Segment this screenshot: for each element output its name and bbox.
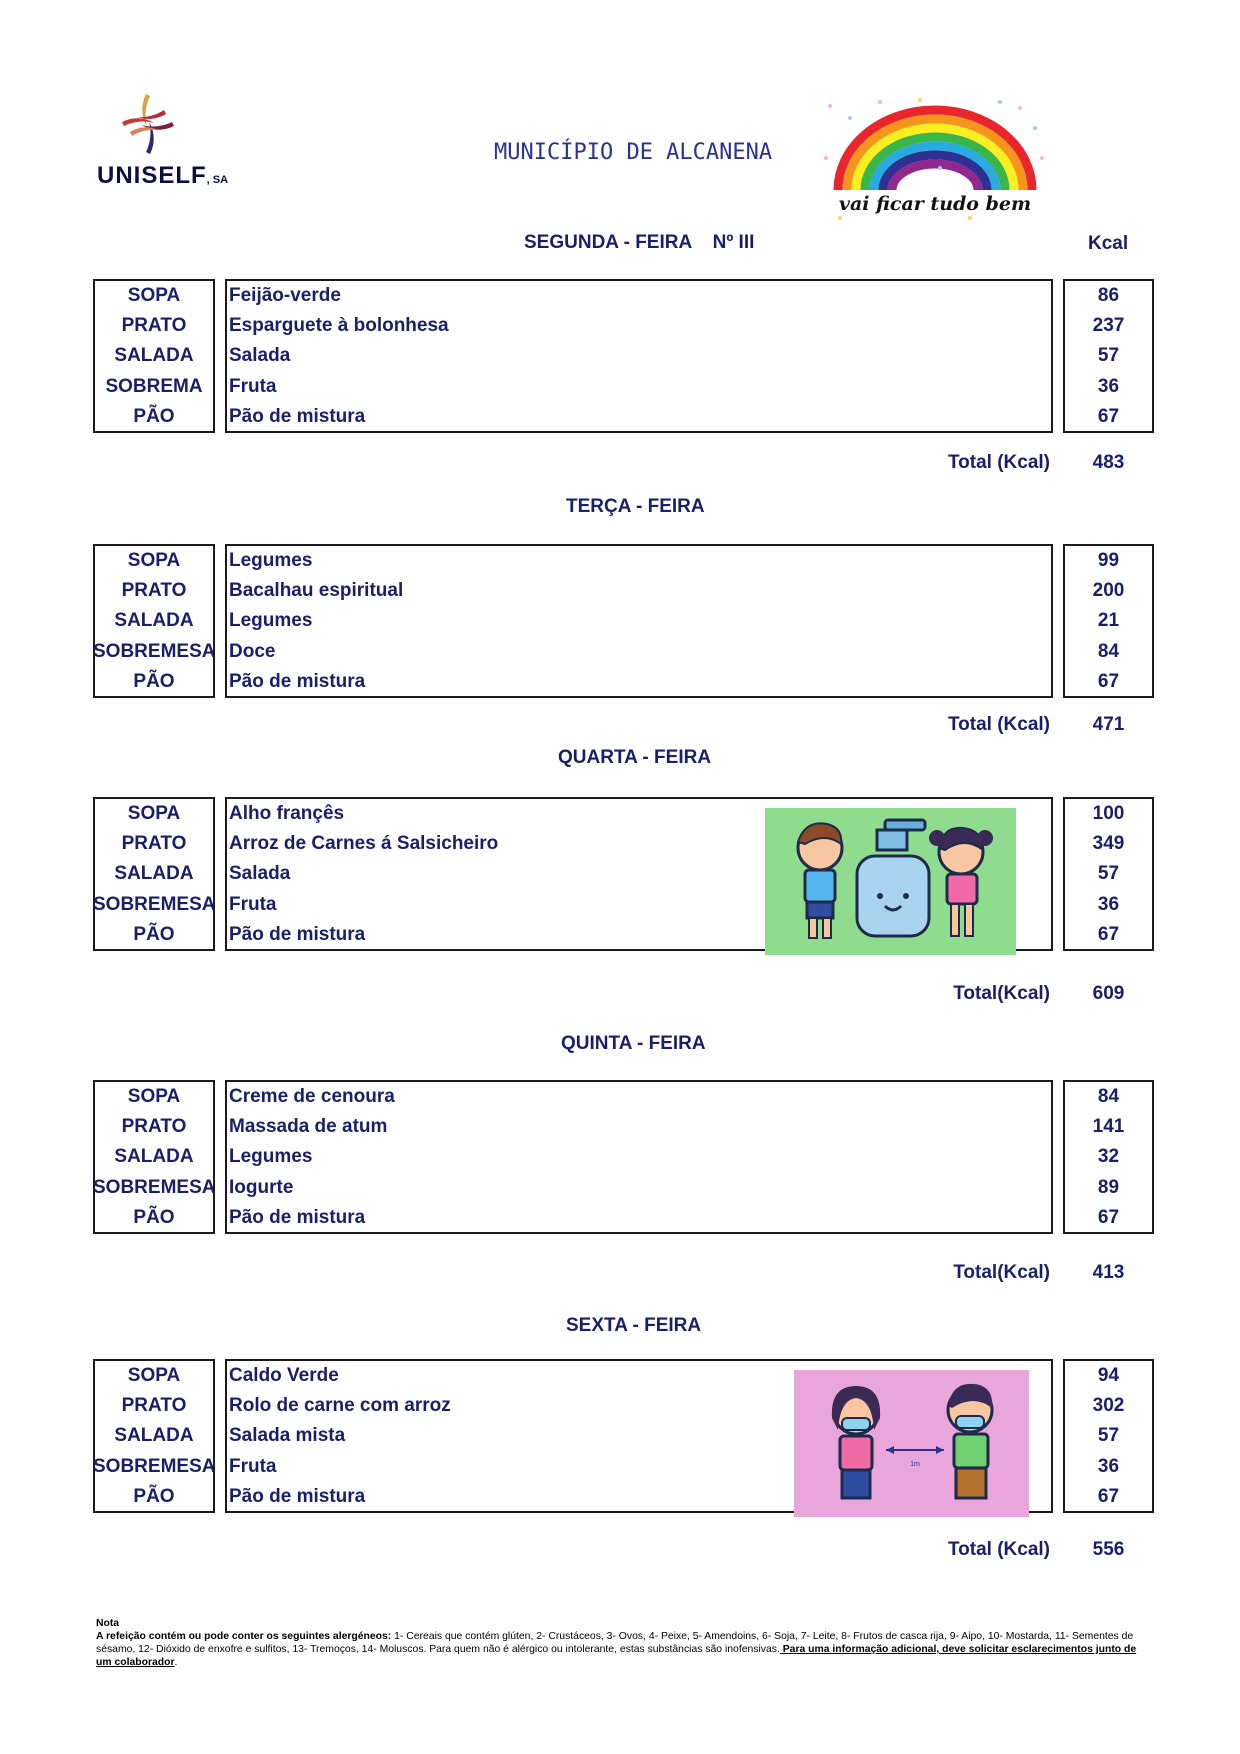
menu-kcal: 100	[1092, 803, 1125, 824]
day-title: TERÇA - FEIRA	[566, 496, 705, 517]
menu-category: SOPA	[127, 285, 181, 306]
menu-kcal: 86	[1097, 285, 1120, 306]
total-value: 609	[1092, 983, 1125, 1004]
total-value: 413	[1092, 1262, 1125, 1283]
menu-category: SOPA	[127, 1365, 181, 1386]
menu-category: SALADA	[114, 1425, 194, 1447]
total-value: 483	[1092, 452, 1125, 473]
menu-kcal: 57	[1097, 863, 1120, 885]
rainbow-caption: vai ficar tudo bem	[838, 193, 1032, 215]
menu-kcal: 67	[1097, 923, 1120, 945]
menu-category: SALADA	[114, 610, 194, 632]
menu-dish: Massada de atum	[229, 1116, 388, 1138]
day-title: QUARTA - FEIRA	[558, 747, 712, 768]
menu-kcal: 36	[1097, 375, 1120, 397]
menu-dish: Creme de cenoura	[229, 1086, 395, 1107]
menu-category: SOPA	[127, 803, 181, 824]
menu-kcal: 84	[1097, 640, 1120, 662]
uniself-logo-icon	[120, 92, 176, 156]
day-title: SEGUNDA - FEIRA Nº III	[524, 232, 755, 253]
menu-category: SOBREMA	[105, 375, 203, 397]
handwash-kids-illustration	[765, 808, 1016, 955]
total-value: 556	[1092, 1539, 1125, 1560]
menu-dish: Pão de mistura	[229, 670, 366, 692]
note-lead: A refeição contém ou pode conter os seguintes alergéneos:	[96, 1631, 392, 1642]
total-label: Total (Kcal)	[947, 452, 1050, 473]
menu-kcal: 67	[1097, 1485, 1120, 1507]
menu-kcal: 89	[1097, 1176, 1120, 1198]
menu-category: PRATO	[121, 1395, 187, 1417]
day-title: QUINTA - FEIRA	[561, 1033, 706, 1054]
day-title: SEXTA - FEIRA	[566, 1315, 702, 1336]
menu-dish: Legumes	[229, 610, 313, 632]
menu-dish: Legumes	[229, 550, 313, 571]
menu-category: SALADA	[114, 1146, 194, 1168]
kcal-column-header: Kcal	[1088, 233, 1129, 254]
menu-dish: Doce	[229, 640, 276, 662]
menu-dish: Legumes	[229, 1146, 313, 1168]
note-end: .	[174, 1657, 178, 1668]
menu-kcal: 36	[1097, 1455, 1120, 1477]
menu-category: PÃO	[133, 670, 175, 692]
total-label: Total(Kcal)	[953, 983, 1050, 1004]
menu-category: PRATO	[121, 833, 187, 855]
menu-dish: Salada	[229, 863, 291, 885]
menu-dish: Rolo de carne com arroz	[229, 1395, 451, 1417]
menu-kcal: 67	[1097, 670, 1120, 692]
menu-kcal: 237	[1092, 315, 1125, 337]
menu-dish: Pão de mistura	[229, 405, 366, 427]
menu-kcal: 67	[1097, 1206, 1120, 1228]
menu-kcal: 141	[1092, 1116, 1125, 1138]
menu-kcal: 67	[1097, 405, 1120, 427]
total-label: Total(Kcal)	[953, 1262, 1050, 1283]
menu-kcal: 84	[1097, 1086, 1120, 1107]
menu-dish: Bacalhau espiritual	[229, 580, 404, 602]
menu-category: PRATO	[121, 580, 187, 602]
menu-kcal: 57	[1097, 1425, 1120, 1447]
menu-dish: Caldo Verde	[229, 1365, 339, 1386]
menu-dish: Salada	[229, 345, 291, 367]
menu-dish: Fruta	[229, 893, 277, 915]
menu-category: SOPA	[127, 550, 181, 571]
municipality-title: MUNICÍPIO DE ALCANENA	[494, 140, 773, 165]
menu-category: PÃO	[133, 923, 175, 945]
note-body: 1- Cereais que contém glúten, 2- Crustáceos, 3- Ovos, 4- Peixe, 5- Amendoins, 6- Soja, 7- Leite, 8- Frutos de casca rija, 9- Aipo, 10- Mostarda, 11- Sementes de sésamo, 12- Dióxido de enxofre e sulfitos, 13- Tremoços, 14- Moluscos. Para quem não é alérgico ou intolerante, estas substâncias são inofensivas.	[96, 1631, 1134, 1655]
total-value: 471	[1092, 714, 1125, 735]
menu-category: SALADA	[114, 345, 194, 367]
menu-kcal: 302	[1092, 1395, 1125, 1417]
menu-kcal: 57	[1097, 345, 1120, 367]
menu-kcal: 200	[1092, 580, 1125, 602]
menu-kcal: 349	[1092, 833, 1125, 855]
note-title: Nota	[96, 1618, 120, 1629]
company-name: UNISELF, SA	[97, 162, 229, 189]
menu-category: SOBREMESA	[93, 1455, 216, 1477]
menu-category: SOBREMESA	[93, 893, 216, 915]
menu-category: SOPA	[127, 1086, 181, 1107]
social-distance-kids-illustration	[794, 1370, 1029, 1517]
menu-kcal: 36	[1097, 893, 1120, 915]
menu-category: PÃO	[133, 405, 175, 427]
total-label: Total (Kcal)	[947, 1539, 1050, 1560]
menu-category: SALADA	[114, 863, 194, 885]
menu-category: SOBREMESA	[93, 1176, 216, 1198]
menu-dish: Arroz de Carnes á Salsicheiro	[229, 833, 499, 855]
menu-dish: Salada mista	[229, 1425, 346, 1447]
allergen-note	[96, 1617, 1146, 1669]
menu-kcal: 21	[1097, 610, 1120, 632]
menu-kcal: 94	[1097, 1365, 1120, 1386]
rainbow-image	[820, 98, 1050, 228]
menu-dish: Esparguete à bolonhesa	[229, 315, 449, 337]
menu-dish: Pão de mistura	[229, 1206, 366, 1228]
menu-category: PÃO	[133, 1485, 175, 1507]
menu-dish: Alho françês	[229, 803, 345, 824]
note-underline: Para uma informação adicional, deve solicitar esclarecimentos junto de um colaborador	[96, 1644, 1137, 1668]
menu-category: PRATO	[121, 315, 187, 337]
distance-label: 1m	[910, 1461, 920, 1468]
menu-category: PÃO	[133, 1206, 175, 1228]
menu-dish: Feijão-verde	[229, 285, 341, 306]
menu-kcal: 99	[1097, 550, 1120, 571]
menu-category: PRATO	[121, 1116, 187, 1138]
menu-category: SOBREMESA	[93, 640, 216, 662]
menu-dish: Fruta	[229, 1455, 277, 1477]
menu-kcal: 32	[1097, 1146, 1120, 1168]
total-label: Total (Kcal)	[947, 714, 1050, 735]
menu-dish: Pão de mistura	[229, 1485, 366, 1507]
menu-dish: Iogurte	[229, 1176, 294, 1198]
menu-dish: Fruta	[229, 375, 277, 397]
menu-dish: Pão de mistura	[229, 923, 366, 945]
